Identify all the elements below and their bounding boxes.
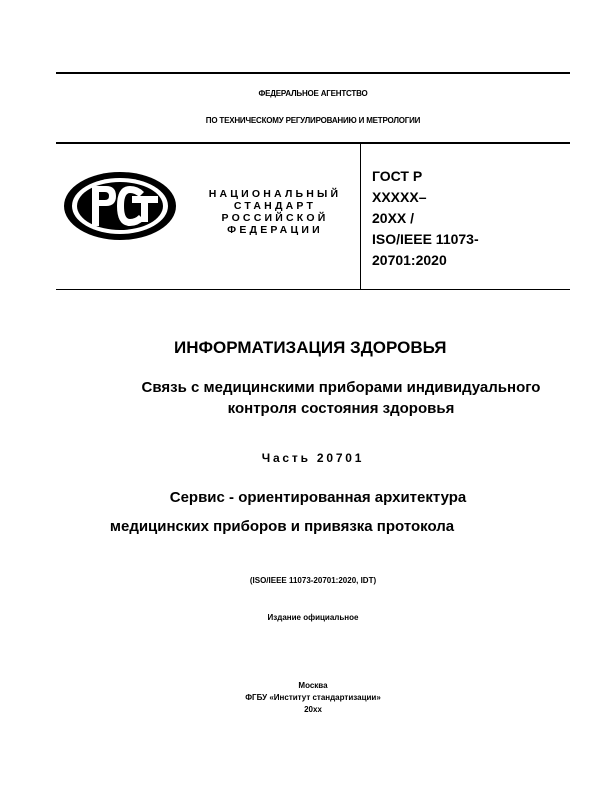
part-title-line-2: медицинских приборов и привязка протокола <box>109 518 455 535</box>
designation-line-4: ISO/IEEE 11073- <box>372 231 479 247</box>
designation-line-5: 20701:2020 <box>372 252 447 268</box>
document-subtitle <box>56 377 612 419</box>
part-title-line-1: Сервис - ориентированная архитектура <box>169 489 467 506</box>
designation-line-3: 20XX / <box>372 210 415 226</box>
header-divider <box>360 144 361 289</box>
natstd-line-3: РОССИЙСКОЙ <box>221 212 329 224</box>
natstd-line-1: НАЦИОНАЛЬНЫЙ <box>208 188 342 200</box>
iso-reference: (ISO/IEEE 11073-20701:2020, IDT) <box>249 576 377 585</box>
header-rule <box>56 142 570 144</box>
national-standard-block <box>200 188 350 236</box>
natstd-line-4: ФЕДЕРАЦИИ <box>227 224 323 236</box>
agency-line-1: ФЕДЕРАЛЬНОЕ АГЕНТСТВО <box>258 89 368 98</box>
natstd-line-2: СТАНДАРТ <box>233 200 317 212</box>
designation-line-2: XXXXX– <box>372 189 427 205</box>
agency-line-2: ПО ТЕХНИЧЕСКОМУ РЕГУЛИРОВАНИЮ И МЕТРОЛОГИИ <box>205 116 421 125</box>
top-rule <box>56 72 570 74</box>
footer-publisher: ФГБУ «Институт стандартизации» <box>245 693 381 702</box>
standard-designation <box>372 166 562 271</box>
part-number: Часть 20701 <box>261 451 365 465</box>
subtitle-line-2: контроля состояния здоровья <box>227 400 455 417</box>
part-title <box>56 483 570 541</box>
edition-note: Издание официальное <box>267 613 359 622</box>
subtitle-line-1: Связь с медицинскими приборами индивидуального <box>141 379 541 396</box>
document-title: ИНФОРМАТИЗАЦИЯ ЗДОРОВЬЯ <box>174 338 447 357</box>
gost-r-logo-icon <box>62 170 178 242</box>
footer-city: Москва <box>298 681 328 690</box>
body-rule <box>56 289 570 290</box>
footer-year: 20хх <box>304 705 322 714</box>
designation-line-1: ГОСТ Р <box>372 168 423 184</box>
